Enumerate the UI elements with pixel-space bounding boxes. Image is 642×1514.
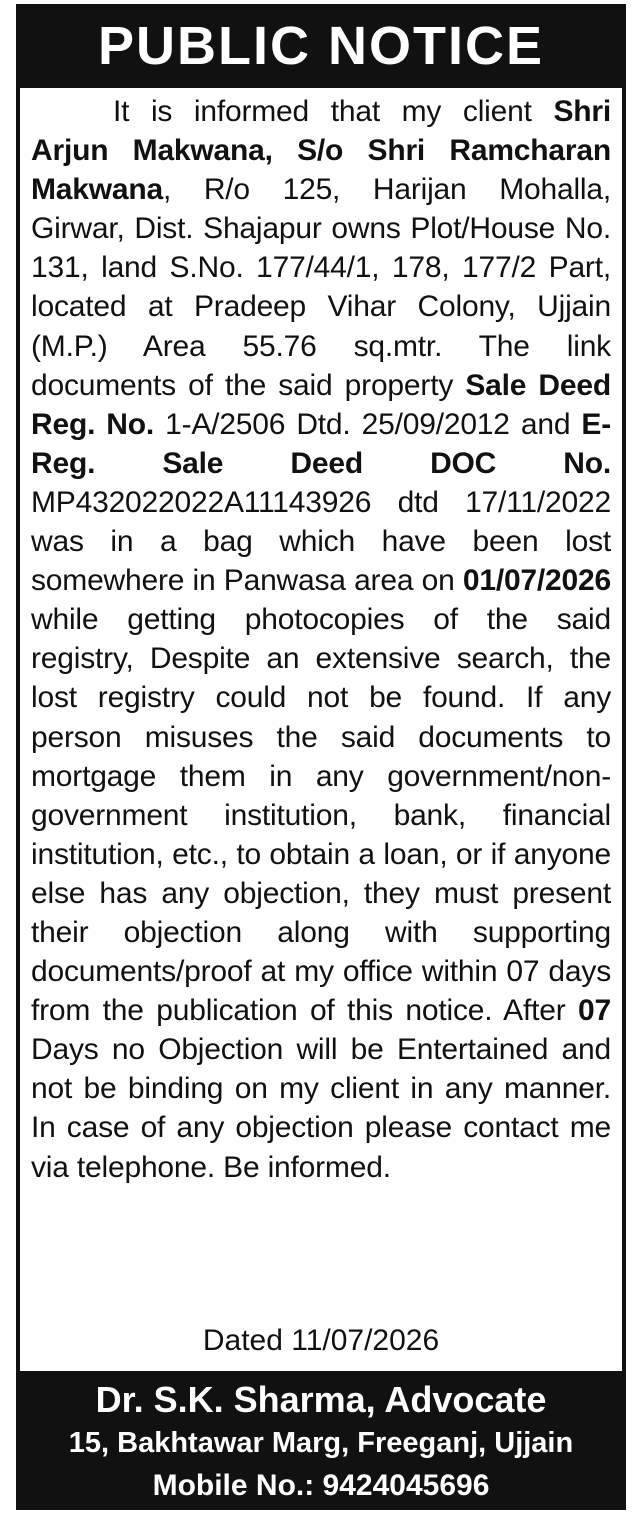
body-part-1: It is informed that my client [113,95,554,128]
notice-body [20,88,622,1371]
client-name: Shri Arjun Makwana, S/o Shri Ramcharan Makwana [31,95,611,207]
ereg-label: E-Reg. Sale Deed DOC No. [31,407,611,480]
advocate-address: 15, Bakhtawar Marg, Freeganj, Ujjain [68,1427,574,1459]
notice-frame [16,4,626,1510]
advocate-name: Dr. S.K. Sharma, Advocate [95,1379,547,1420]
body-part-2: , R/o 125, Harijan Mohalla, Girwar, Dist. Shajapur owns Plot/House No. 131, land S.No. 177/44/1, 178, 177/2 Part, located at Pradeep Vihar Colony, Ujjain (M.P.) Area 55.76 sq.mtr. The link documents of the said property [31,173,611,402]
body-part-6: Days no Objection will be Entertained and not be binding on my client in any manner. In case of any objection please contact me via telephone. Be informed. [31,1033,611,1184]
objection-days: 07 [578,994,611,1028]
body-part-3: 1-A/2506 Dtd. 25/09/2012 and [154,407,582,441]
notice-dated: Dated 11/07/2026 [202,1324,440,1357]
advocate-mobile: Mobile No.: 9424045696 [152,1469,490,1502]
sale-deed-label: Sale Deed Reg. No. [31,368,611,441]
notice-footer [16,1376,626,1510]
notice-header [16,4,626,88]
body-part-5: while getting photocopies of the said registry, Despite an extensive search, the lost registry could not be found. If any person misuses the said documents to mortgage them in any government/non-government institution, bank, financial institution, etc., to obtain a loan, or if anyone else has any objection, they must present their objection along with supporting documents/proof at my office within 07 days from the publication of this notice. After [31,603,611,1028]
notice-paragraph [31,92,611,1187]
notice-body-text [31,92,611,1187]
body-part-4: MP432022022A11143926 dtd 17/11/2022 was in a bag which have been lost somewhere in Panwasa area on [31,485,611,598]
lost-date: 01/07/2026 [462,564,611,598]
notice-title: PUBLIC NOTICE [97,16,544,76]
